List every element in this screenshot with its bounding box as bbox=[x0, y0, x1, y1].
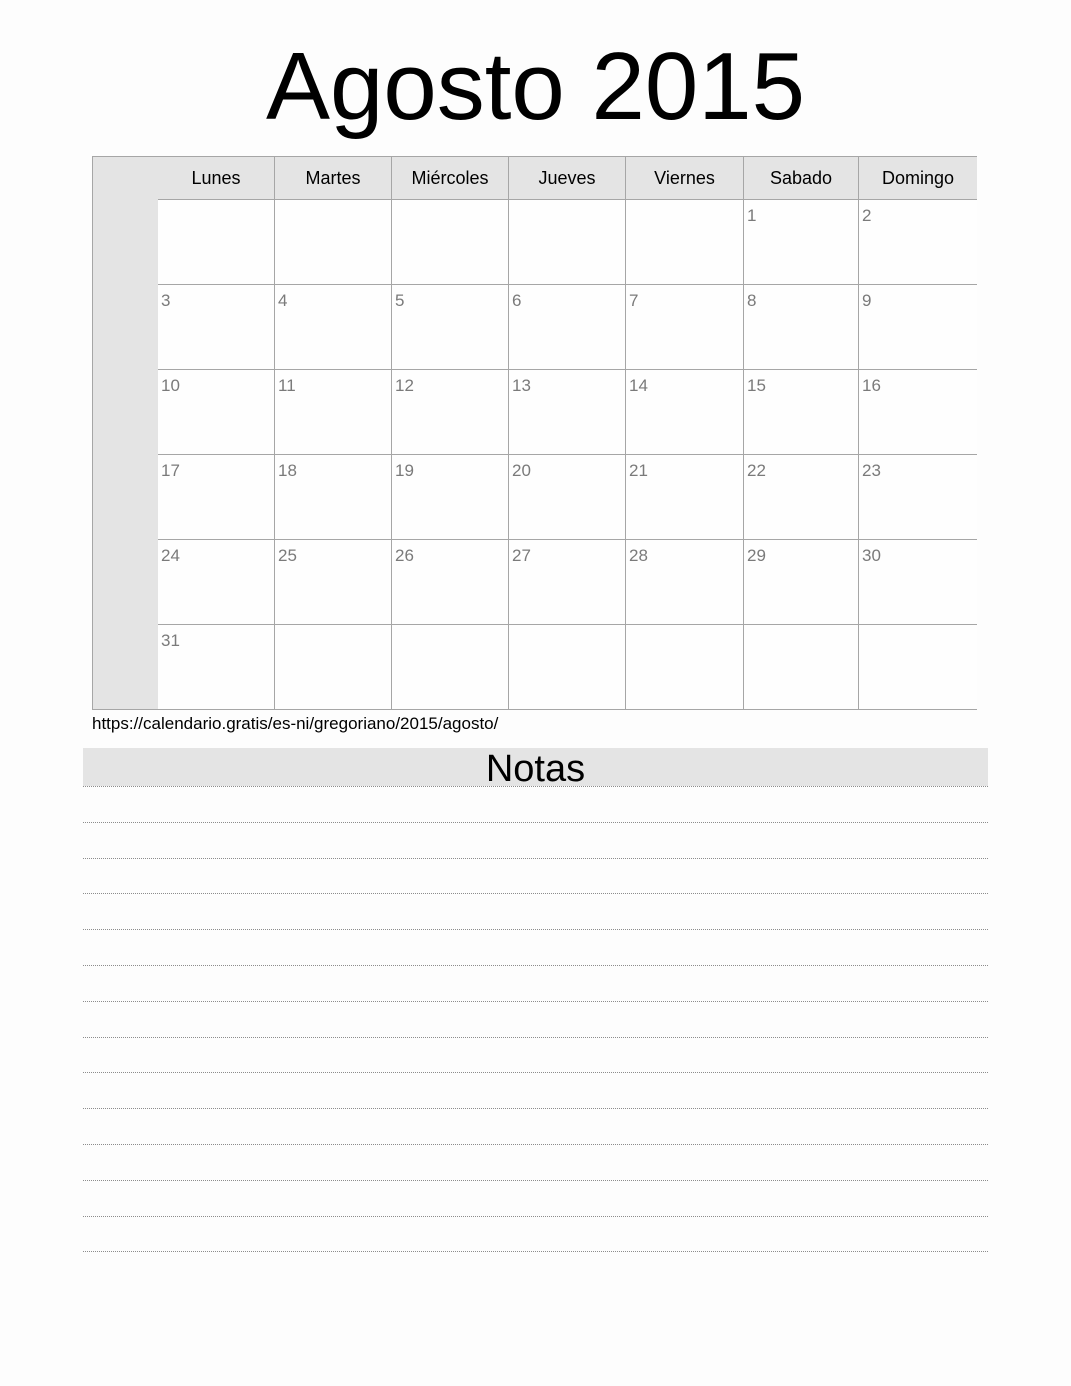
day-cell bbox=[158, 200, 275, 285]
note-line bbox=[83, 1216, 988, 1217]
day-cell bbox=[626, 455, 744, 540]
weekday-header: Domingo bbox=[859, 157, 977, 200]
day-cell bbox=[859, 285, 977, 370]
notes-title: Notas bbox=[485, 748, 586, 790]
day-cell bbox=[744, 285, 859, 370]
note-line bbox=[83, 1108, 988, 1109]
day-number: 29 bbox=[747, 546, 766, 565]
note-line bbox=[83, 822, 988, 823]
day-number: 1 bbox=[747, 206, 757, 225]
day-number: 3 bbox=[161, 291, 171, 310]
day-cell bbox=[392, 625, 509, 709]
weekday-header: Sabado bbox=[744, 157, 859, 200]
day-cell bbox=[859, 540, 977, 625]
day-number: 2 bbox=[862, 206, 872, 225]
note-line bbox=[83, 1072, 988, 1073]
weekday-header: Miércoles bbox=[392, 157, 509, 200]
day-cell bbox=[275, 370, 392, 455]
day-cell bbox=[509, 200, 626, 285]
day-cell bbox=[626, 200, 744, 285]
day-number: 9 bbox=[862, 291, 872, 310]
day-cell bbox=[744, 200, 859, 285]
day-cell bbox=[392, 540, 509, 625]
weekday-header: Lunes bbox=[158, 157, 275, 200]
day-cell bbox=[158, 285, 275, 370]
day-cell bbox=[744, 455, 859, 540]
day-cell bbox=[275, 625, 392, 709]
note-line bbox=[83, 965, 988, 966]
day-cell bbox=[275, 540, 392, 625]
day-cell bbox=[158, 455, 275, 540]
weekday-header: Martes bbox=[275, 157, 392, 200]
week-label-column bbox=[93, 157, 159, 709]
day-number: 30 bbox=[862, 546, 881, 565]
note-line bbox=[83, 1037, 988, 1038]
day-cell bbox=[392, 285, 509, 370]
day-number: 17 bbox=[161, 461, 180, 480]
day-number: 8 bbox=[747, 291, 757, 310]
note-line bbox=[83, 1251, 988, 1252]
day-number: 23 bbox=[862, 461, 881, 480]
day-number: 14 bbox=[629, 376, 648, 395]
calendar-grid bbox=[92, 156, 977, 710]
day-number: 20 bbox=[512, 461, 531, 480]
day-cell bbox=[392, 200, 509, 285]
weekday-header: Jueves bbox=[509, 157, 626, 200]
day-number: 24 bbox=[161, 546, 180, 565]
day-cell bbox=[392, 370, 509, 455]
day-cell bbox=[744, 540, 859, 625]
day-number: 28 bbox=[629, 546, 648, 565]
day-number: 6 bbox=[512, 291, 522, 310]
day-cell bbox=[744, 625, 859, 709]
day-cell bbox=[509, 625, 626, 709]
day-cell bbox=[275, 455, 392, 540]
day-number: 18 bbox=[278, 461, 297, 480]
day-number: 25 bbox=[278, 546, 297, 565]
day-number: 22 bbox=[747, 461, 766, 480]
note-line bbox=[83, 1180, 988, 1181]
note-line bbox=[83, 893, 988, 894]
day-number: 15 bbox=[747, 376, 766, 395]
day-cell bbox=[859, 455, 977, 540]
day-cell bbox=[158, 540, 275, 625]
day-cell bbox=[509, 540, 626, 625]
note-line bbox=[83, 1144, 988, 1145]
day-cell bbox=[626, 625, 744, 709]
day-number: 11 bbox=[278, 376, 296, 395]
day-number: 7 bbox=[629, 291, 639, 310]
day-cell bbox=[509, 285, 626, 370]
day-number: 21 bbox=[629, 461, 648, 480]
calendar-title: Agosto 2015 bbox=[265, 33, 806, 140]
note-line bbox=[83, 786, 988, 787]
source-url: https://calendario.gratis/es-ni/gregoriano/2015/agosto/ bbox=[92, 714, 499, 733]
day-cell bbox=[626, 370, 744, 455]
day-cell bbox=[392, 455, 509, 540]
note-line bbox=[83, 929, 988, 930]
day-number: 4 bbox=[278, 291, 288, 310]
day-cell bbox=[509, 370, 626, 455]
day-cell bbox=[275, 285, 392, 370]
day-number: 31 bbox=[161, 631, 180, 650]
day-number: 13 bbox=[512, 376, 531, 395]
note-line bbox=[83, 858, 988, 859]
note-line bbox=[83, 1001, 988, 1002]
day-number: 10 bbox=[161, 376, 180, 395]
day-number: 5 bbox=[395, 291, 405, 310]
day-number: 12 bbox=[395, 376, 414, 395]
day-cell bbox=[158, 370, 275, 455]
weekday-header: Viernes bbox=[626, 157, 744, 200]
day-number: 27 bbox=[512, 546, 531, 565]
day-cell bbox=[275, 200, 392, 285]
day-cell bbox=[859, 370, 977, 455]
day-cell bbox=[509, 455, 626, 540]
day-number: 16 bbox=[862, 376, 881, 395]
day-cell bbox=[859, 625, 977, 709]
day-cell bbox=[158, 625, 275, 709]
day-number: 26 bbox=[395, 546, 414, 565]
day-cell bbox=[626, 540, 744, 625]
day-cell bbox=[859, 200, 977, 285]
day-cell bbox=[626, 285, 744, 370]
day-cell bbox=[744, 370, 859, 455]
day-number: 19 bbox=[395, 461, 414, 480]
